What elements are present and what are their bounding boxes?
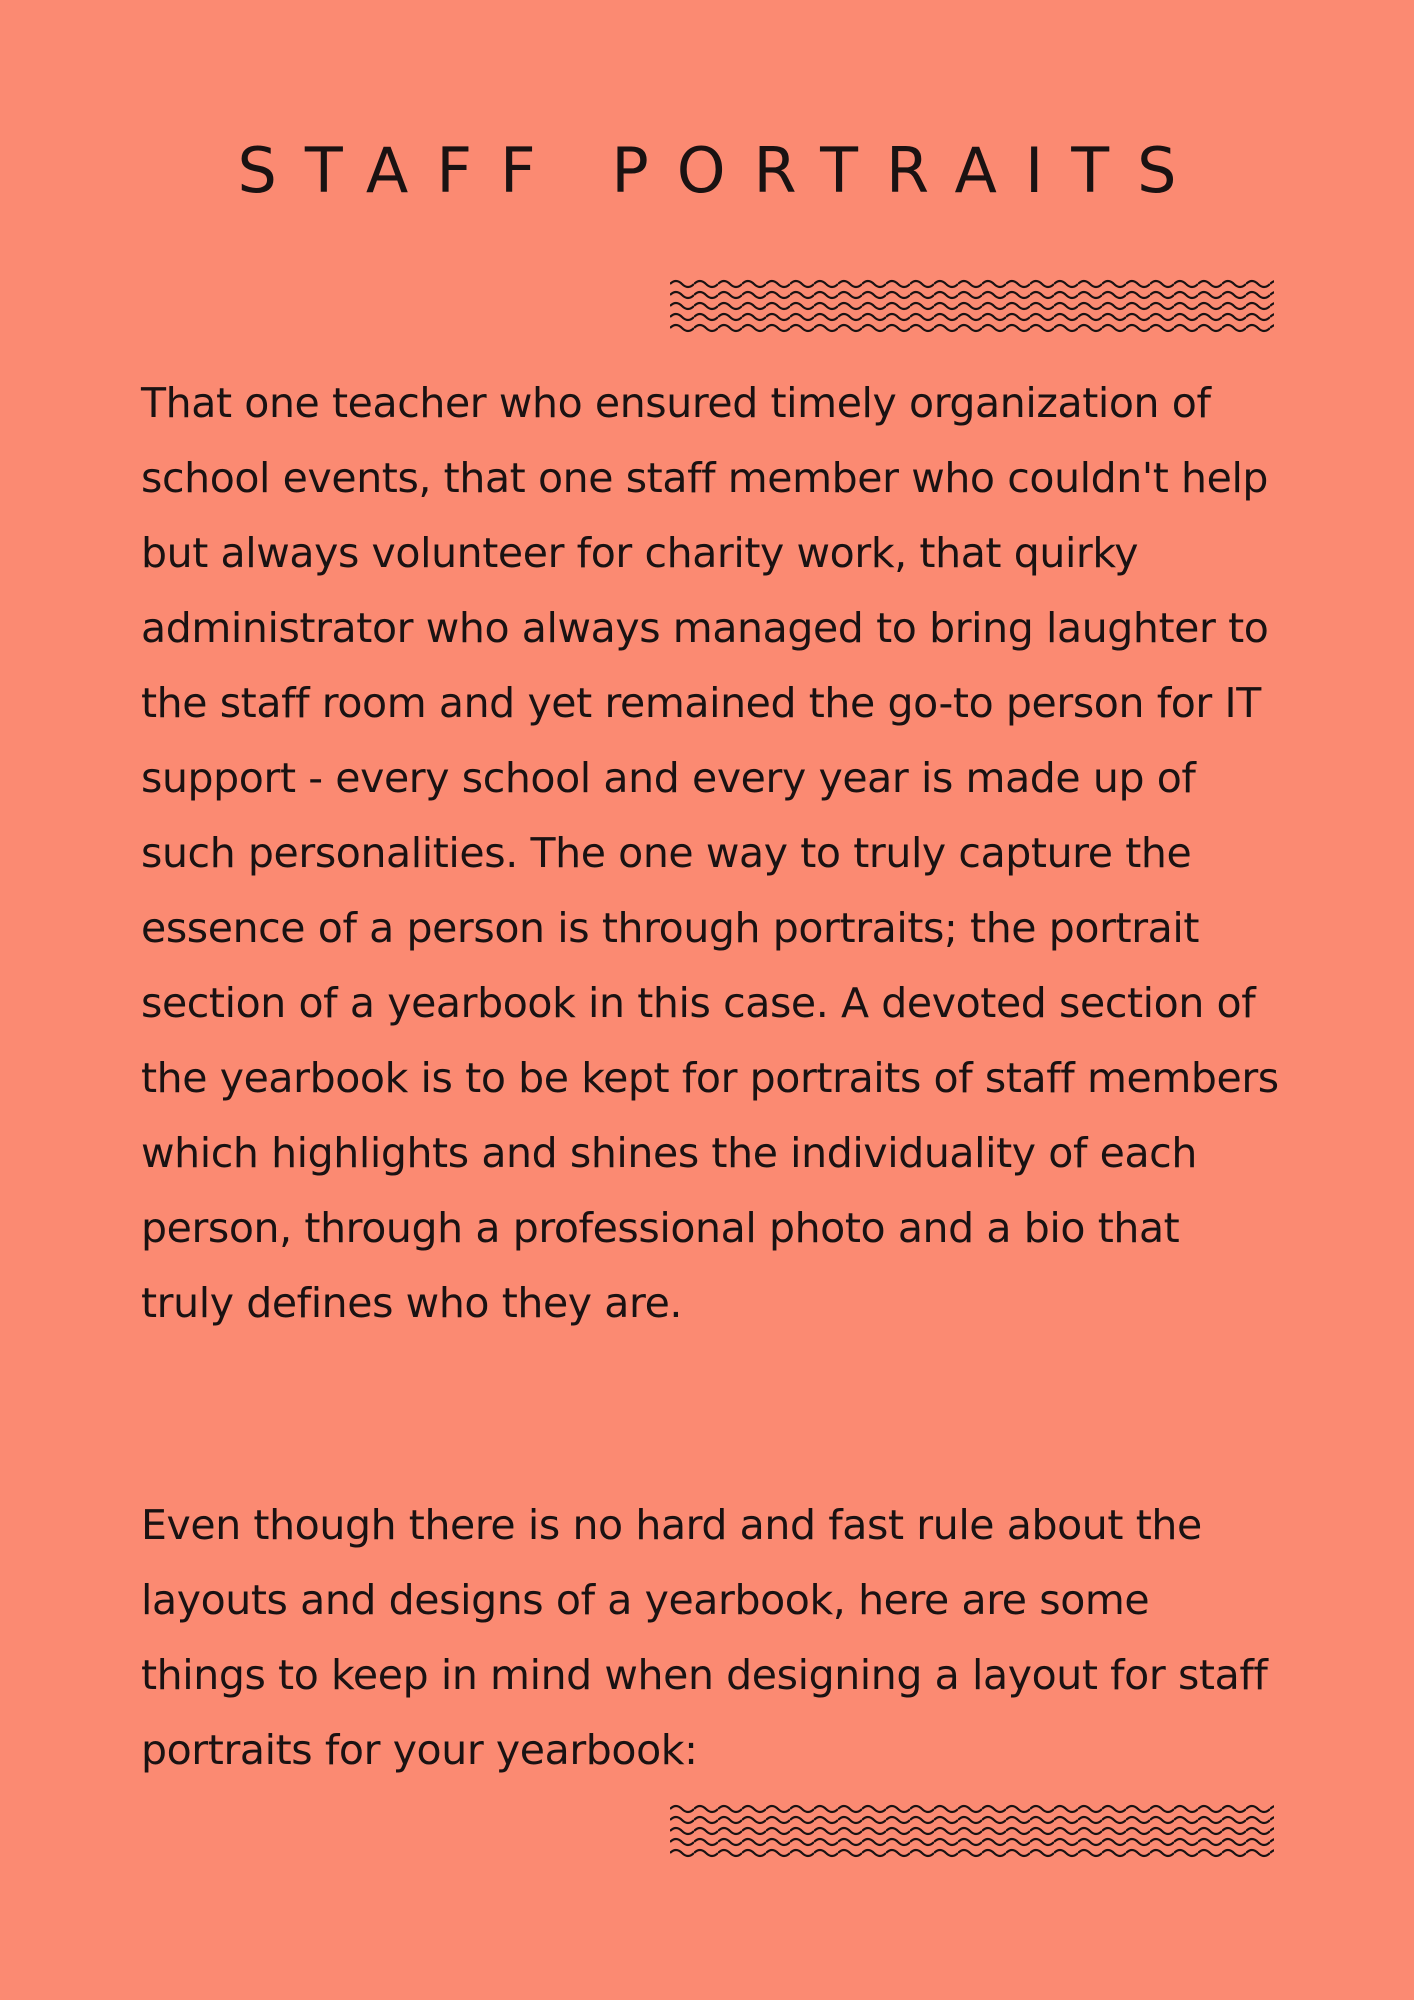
tips-intro-paragraph: Even though there is no hard and fast rule about the layouts and designs of a yearbook, here are some things to keep in mind when designing a layout for staff portraits for your yearbook:: [141, 1501, 1268, 1774]
wave-pattern-icon: [670, 278, 1274, 333]
page-title: STAFF PORTRAITS: [237, 134, 1205, 207]
wave-pattern-icon: [670, 1803, 1274, 1858]
intro-paragraph: That one teacher who ensured timely organization of school events, that one staff member who couldn't help but always volunteer for charity work, that quirky administrator who always managed to bring laughter to the staff room and yet remained the go-to person for IT support - every school and every year is made up of such personalities. The one way to truly capture the essence of a person is through portraits; the portrait section of a yearbook in this case. A devoted section of the yearbook is to be kept for portraits of staff members which highlights and shines the individuality of each person, through a professional photo and a bio that truly defines who they are.: [141, 379, 1279, 1327]
